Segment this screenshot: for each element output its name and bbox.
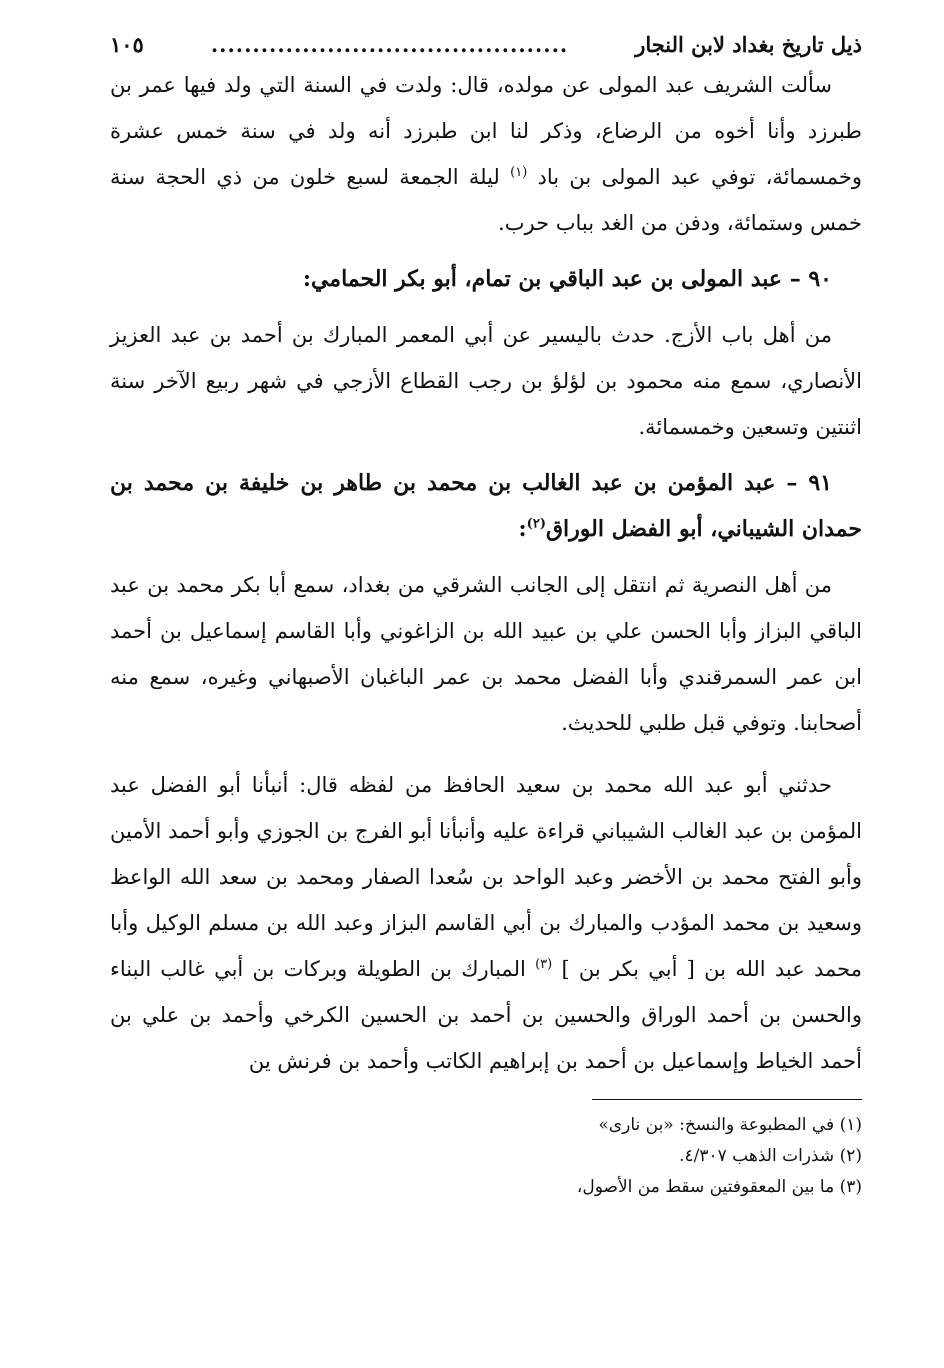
entry-90-text: من أهل باب الأزج. حدث باليسير عن أبي المعمر المبارك بن أحمد بن عبد العزيز الأنصاري، سمع منه محمود بن لؤلؤ بن رجب القطاع الأزجي في شهر ربيع الآخر سنة اثنتين وتسعين وخمسمائة. — [110, 323, 862, 439]
footnote-ref-2: (٢) — [526, 516, 546, 532]
running-header — [110, 28, 862, 62]
footnote-2: (٢) شذرات الذهب ٤/٣٠٧. — [679, 1146, 862, 1166]
book-page — [110, 28, 862, 1338]
footnote-ref-3: (٣) — [535, 957, 553, 972]
entry-heading-90: ٩٠ – عبد المولى بن عبد الباقي بن تمام، أبو بكر الحمامي: — [302, 266, 832, 292]
entry-91-text: من أهل النصرية ثم انتقل إلى الجانب الشرقي من بغداد، سمع أبا بكر محمد بن عبد الباقي البزاز وأبا الحسن علي بن عبيد الله بن الزاغوني وأبا القاسم إسماعيل بن أحمد ابن عمر السمرقندي وأبا الفضل محمد بن عمر الباغبان الأصبهاني وغيره، سمع منه أصحابنا. وتوفي قبل طلبي للحديث. — [110, 573, 862, 735]
entry-heading-91 — [110, 460, 862, 552]
footnote-separator — [592, 1099, 862, 1100]
page-number: ١٠٥ — [110, 32, 144, 57]
narration-text-end: المبارك بن الطويلة وبركات بن أبي غالب البناء والحسن بن أحمد الوراق والحسين بن أحمد بن الحسين الكرخي وأحمد بن علي بن أحمد الخياط وإسماعيل بن أحمد بن إبراهيم الكاتب وأحمد بن فرنش ين — [110, 957, 862, 1073]
footnotes — [110, 1110, 862, 1203]
footnote-1: (١) في المطبوعة والنسخ: «بن نارى» — [598, 1115, 862, 1135]
narration-text: حدثني أبو عبد الله محمد بن سعيد الحافظ من لفظه قال: أنبأنا أبو الفضل عبد المؤمن بن عبد الغالب الشيباني قراءة عليه وأنبأنا أبو الفرج بن الجوزي وأبو أحمد الأمين وأبو الفتح محمد بن الأخضر وعبد الواحد بن سُعدا الصفار ومحمد بن سعد الله الواعظ وسعيد بن محمد المؤدب والمبارك بن أبي القاسم البزاز وعبد الله بن مسلم الوكيل وأبا محمد عبد الله بن [ أبي بكر بن ] — [110, 773, 862, 981]
paragraph-continuation — [110, 62, 862, 246]
footnote-ref-1: (١) — [510, 165, 528, 180]
entry-heading-91-colon: : — [518, 516, 527, 542]
entry-heading-91-text: ٩١ – عبد المؤمن بن عبد الغالب بن محمد بن طاهر بن خليفة بن محمد بن حمدان الشيباني، أبو الفضل الوراق — [110, 470, 862, 542]
paragraph-text: سألت الشريف عبد المولى عن مولده، قال: ولدت في السنة التي ولد فيها عمر بن طبرزد وأنا أخوه من الرضاع، وذكر لنا ابن طبرزد أنه ولد في سنة خمس عشرة وخمسمائة، توفي عبد المولى بن باد — [110, 73, 862, 189]
footnote-3: (٣) ما بين المعقوفتين سقط من الأصول، — [576, 1177, 862, 1197]
running-title: ذيل تاريخ بغداد لابن النجار — [635, 32, 862, 57]
header-leader-dots: ........................................... — [210, 32, 569, 57]
paragraph-text-end: ليلة الجمعة لسبع خلون من ذي الحجة سنة خمس وستمائة، ودفن من الغد بباب حرب. — [110, 165, 862, 235]
entry-91-narration — [110, 762, 862, 1084]
